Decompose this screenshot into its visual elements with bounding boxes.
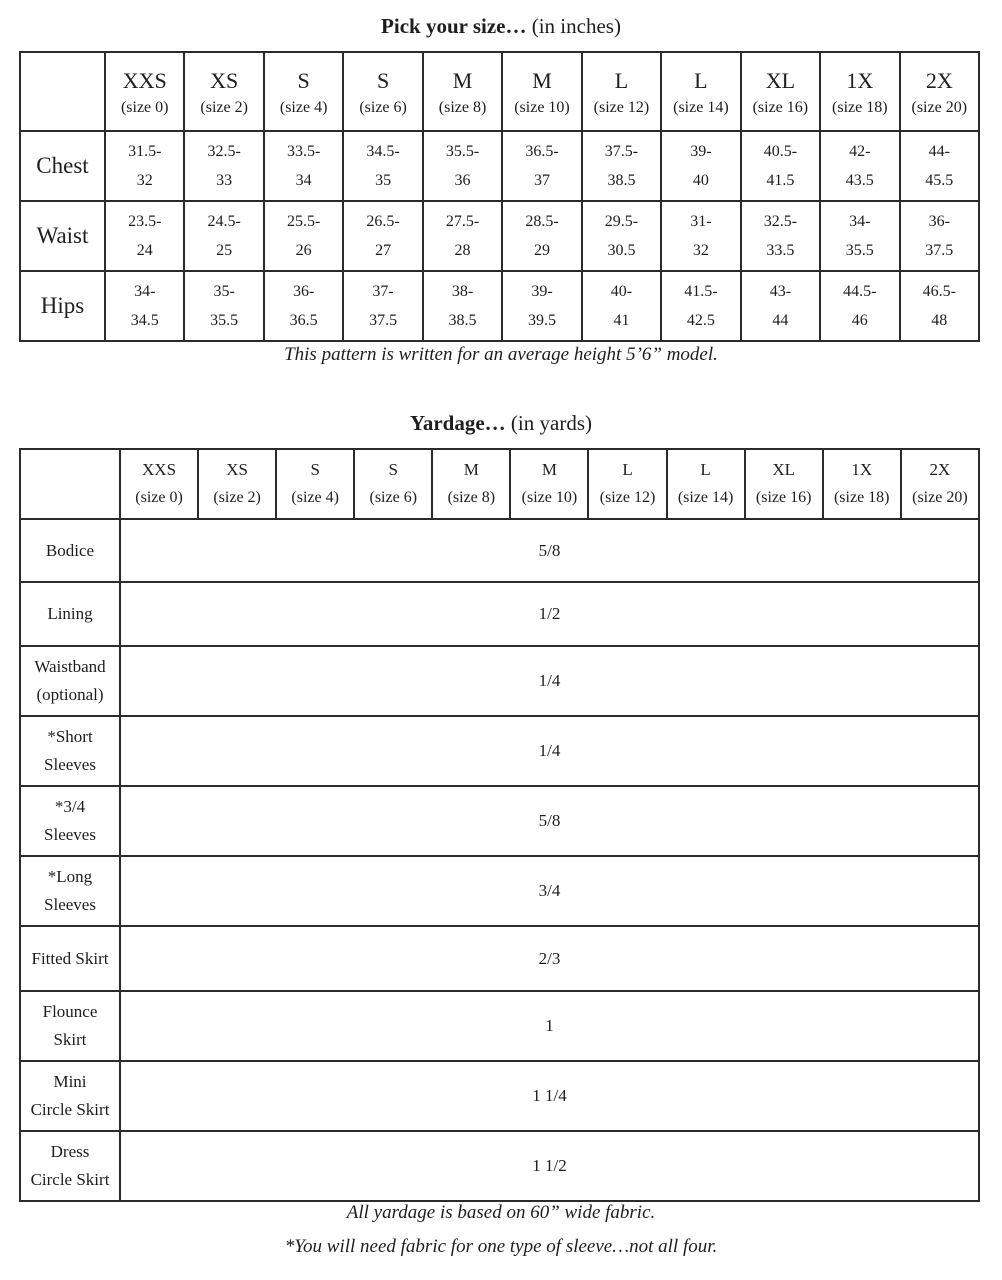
measurement-cell: [900, 131, 979, 201]
yardage-value: 2/3: [120, 926, 979, 991]
yardage-row: [20, 716, 979, 786]
yardage-row: [20, 786, 979, 856]
size-label: 2X: [925, 67, 953, 93]
size-label: XS: [210, 67, 239, 93]
measurement-cell: [264, 131, 343, 201]
measurement-min: 46.5-: [922, 283, 956, 300]
measurement-min: 37-: [372, 283, 394, 300]
yardage-row: [20, 519, 979, 582]
size-number: (size 20): [912, 489, 968, 506]
measurement-min: 25.5-: [286, 213, 321, 230]
size-number: (size 14): [673, 98, 729, 116]
measurement-cell: [105, 131, 184, 201]
measurement-min: 23.5-: [128, 213, 162, 230]
measurement-min: 24.5-: [207, 213, 241, 230]
measurement-cell: [423, 271, 502, 341]
yardage-value: 1 1/2: [120, 1131, 979, 1201]
garment-piece-label: [20, 582, 120, 646]
size-number: (size 4): [279, 98, 328, 116]
size-number: (size 8): [447, 489, 496, 506]
measurement-cell: [820, 131, 899, 201]
measurement-row: [20, 131, 979, 201]
measurement-min: 36-: [928, 213, 950, 230]
yardage-value: 1 1/4: [120, 1061, 979, 1131]
size-number: (size 12): [593, 98, 650, 116]
garment-piece-label-line: Dress: [50, 1142, 90, 1161]
garment-piece-label: [20, 716, 120, 786]
yardage-row: [20, 582, 979, 646]
size-label: S: [388, 460, 398, 479]
measurement-cell: [900, 201, 979, 271]
measurement-cell: [582, 131, 661, 201]
size-number: (size 16): [752, 98, 809, 116]
size-label: XXS: [142, 460, 177, 479]
measurement-max: 33: [216, 172, 233, 189]
size-header-cell: [820, 52, 899, 131]
measurement-max: 35.5: [210, 312, 239, 329]
yardage-title-bold: Yardage…: [410, 411, 506, 435]
garment-piece-label-line: Sleeves: [44, 825, 96, 844]
size-header-cell: [184, 52, 263, 131]
measurement-cell: [820, 201, 899, 271]
yardage-row: [20, 646, 979, 716]
measurement-max: 41: [613, 312, 630, 329]
size-label: M: [532, 67, 552, 93]
garment-piece-label: [20, 926, 120, 991]
size-label: M: [463, 460, 479, 479]
size-chart-note: This pattern is written for an average height 5’6” model.: [284, 344, 718, 365]
measurement-min: 31-: [690, 213, 712, 230]
measurement-label: Chest: [20, 131, 105, 201]
size-number: (size 18): [832, 98, 888, 116]
measurement-min: 35.5-: [445, 143, 480, 160]
size-label: 1X: [851, 460, 873, 479]
measurement-max: 38.5: [607, 172, 636, 189]
yardage-value: 1/4: [120, 716, 979, 786]
measurement-max: 24: [136, 242, 153, 259]
measurement-cell: [502, 131, 581, 201]
size-header-cell: [105, 52, 184, 131]
size-number: (size 12): [599, 489, 656, 506]
measurement-min: 44-: [928, 143, 950, 160]
measurement-cell: [741, 201, 820, 271]
measurement-cell: [343, 201, 422, 271]
yardage-value: 3/4: [120, 856, 979, 926]
measurement-min: 28.5-: [525, 213, 559, 230]
garment-piece-label: [20, 519, 120, 582]
size-header-cell: [198, 449, 276, 519]
size-number: (size 20): [911, 98, 968, 116]
measurement-max: 42.5: [686, 312, 715, 329]
measurement-cell: [502, 201, 581, 271]
size-label: XS: [226, 460, 248, 479]
measurement-max: 45.5: [925, 172, 954, 189]
garment-piece-label-line: Skirt: [53, 1030, 87, 1049]
size-header-row: [20, 52, 979, 131]
measurement-max: 27: [375, 242, 392, 259]
measurement-cell: [105, 201, 184, 271]
measurement-cell: [661, 201, 740, 271]
size-label: S: [297, 67, 310, 93]
size-number: (size 2): [213, 489, 261, 506]
size-label: S: [376, 67, 390, 93]
measurement-cell: [105, 271, 184, 341]
measurement-max: 36.5: [289, 312, 318, 329]
size-header-cell: [667, 449, 745, 519]
measurement-max: 39.5: [527, 312, 556, 329]
garment-piece-label-line: Bodice: [45, 540, 95, 560]
measurement-max: 34: [295, 172, 312, 189]
measurement-min: 43-: [769, 283, 792, 300]
measurement-min: 40.5-: [763, 143, 798, 160]
measurement-min: 39-: [690, 143, 712, 160]
size-number: (size 10): [514, 98, 570, 116]
measurement-cell: [741, 271, 820, 341]
measurement-max: 37.5: [925, 242, 954, 259]
garment-piece-label: [20, 646, 120, 716]
measurement-label: Waist: [20, 201, 105, 271]
garment-piece-label-line: (optional): [36, 685, 104, 704]
yardage-title: [0, 411, 1002, 436]
measurement-max: 38.5: [448, 312, 477, 329]
size-header-cell: [432, 449, 510, 519]
measurement-min: 34-: [134, 283, 156, 300]
measurement-cell: [582, 201, 661, 271]
size-label: M: [452, 67, 473, 93]
measurement-min: 27.5-: [445, 213, 480, 230]
size-header-cell: [901, 449, 979, 519]
garment-piece-label-line: Circle Skirt: [30, 1100, 110, 1119]
measurement-max: 36: [454, 172, 471, 189]
measurement-min: 37.5-: [604, 143, 639, 160]
size-label: L: [622, 460, 633, 479]
size-header-cell: [823, 449, 901, 519]
yardage-title-units: (in yards): [505, 411, 592, 435]
garment-piece-label-line: Fitted Skirt: [31, 948, 109, 968]
size-label: M: [541, 460, 557, 479]
yardage-fabric-note: All yardage is based on 60” wide fabric.: [346, 1202, 656, 1223]
garment-piece-label-line: *Short: [47, 727, 93, 746]
measurement-min: 39-: [531, 283, 553, 300]
size-number: (size 18): [833, 489, 890, 506]
size-number: (size 6): [369, 489, 418, 506]
yardage-row: [20, 926, 979, 991]
measurement-max: 37: [533, 172, 550, 189]
measurement-max: 32: [136, 172, 153, 189]
measurement-min: 44.5-: [843, 283, 877, 300]
size-header-cell: [588, 449, 666, 519]
measurement-cell: [900, 271, 979, 341]
yardage-row: [20, 991, 979, 1061]
garment-piece-label-line: *3/4: [54, 797, 86, 816]
corner-cell: [20, 52, 105, 131]
measurement-max: 40: [692, 172, 709, 189]
measurement-max: 29: [533, 242, 550, 259]
measurement-cell: [264, 271, 343, 341]
size-chart-title-bold: Pick your size…: [381, 14, 527, 38]
size-header-cell: [354, 449, 432, 519]
yardage-value: 5/8: [120, 519, 979, 582]
measurement-max: 46: [851, 312, 868, 329]
yardage-table: [19, 448, 980, 1202]
size-header-cell: [423, 52, 502, 131]
size-number: (size 10): [521, 489, 578, 506]
garment-piece-label: [20, 786, 120, 856]
measurement-max: 41.5: [766, 172, 795, 189]
size-header-cell: [745, 449, 823, 519]
sleeve-footnote: *You will need fabric for one type of sleeve…not all four.: [284, 1236, 718, 1257]
size-number: (size 6): [359, 98, 407, 116]
measurement-min: 33.5-: [286, 143, 321, 160]
measurement-max: 25: [216, 242, 233, 259]
measurement-cell: [184, 271, 263, 341]
size-label: L: [694, 67, 708, 93]
yardage-row: [20, 1061, 979, 1131]
size-number: (size 16): [755, 489, 812, 506]
measurement-max: 44: [772, 312, 789, 329]
yardage-value: 1/2: [120, 582, 979, 646]
size-number: (size 8): [438, 98, 487, 116]
measurement-max: 32: [692, 242, 709, 259]
measurement-min: 36-: [292, 283, 315, 300]
size-label: XXS: [122, 67, 167, 93]
measurement-cell: [184, 201, 263, 271]
measurement-cell: [582, 271, 661, 341]
size-number: (size 0): [120, 98, 169, 116]
measurement-min: 34.5-: [366, 143, 400, 160]
yardage-value: 1: [120, 991, 979, 1061]
size-label: XL: [765, 67, 796, 93]
size-label: L: [614, 67, 629, 93]
measurement-max: 35: [375, 172, 392, 189]
garment-piece-label: [20, 1131, 120, 1201]
size-label: 1X: [846, 67, 874, 93]
size-number: (size 0): [135, 489, 183, 506]
size-header-cell: [343, 52, 422, 131]
garment-piece-label: [20, 1061, 120, 1131]
measurement-min: 41.5-: [684, 283, 718, 300]
measurement-row: [20, 271, 979, 341]
size-chart-title-units: (in inches): [526, 14, 621, 38]
size-label: 2X: [929, 460, 951, 479]
garment-piece-label-line: Flounce: [42, 1002, 98, 1021]
size-label: XL: [772, 460, 795, 479]
size-label: L: [700, 460, 711, 479]
measurement-min: 26.5-: [366, 213, 400, 230]
measurement-min: 29.5-: [604, 213, 639, 230]
measurement-min: 35-: [213, 283, 235, 300]
measurement-max: 26: [295, 242, 312, 259]
size-chart-title: [0, 14, 1002, 39]
measurement-cell: [343, 271, 422, 341]
size-header-cell: [582, 52, 661, 131]
measurement-cell: [343, 131, 422, 201]
garment-piece-label-line: Circle Skirt: [30, 1170, 110, 1189]
size-number: (size 4): [291, 489, 339, 506]
size-header-cell: [502, 52, 581, 131]
measurement-max: 28: [454, 242, 471, 259]
measurement-cell: [741, 131, 820, 201]
garment-piece-label-line: Sleeves: [44, 755, 96, 774]
yardage-row: [20, 856, 979, 926]
yardage-row: [20, 1131, 979, 1201]
garment-piece-label: [20, 991, 120, 1061]
size-header-cell: [276, 449, 354, 519]
measurement-min: 32.5-: [763, 213, 798, 230]
yardage-value: 1/4: [120, 646, 979, 716]
measurement-min: 34-: [849, 213, 871, 230]
measurement-min: 38-: [451, 283, 474, 300]
measurement-max: 37.5: [369, 312, 398, 329]
garment-piece-label-line: *Long: [47, 867, 93, 886]
measurement-max: 43.5: [845, 172, 874, 189]
corner-cell: [20, 449, 120, 519]
size-header-cell: [741, 52, 820, 131]
garment-piece-label: [20, 856, 120, 926]
size-chart-table: [19, 51, 980, 342]
measurement-cell: [264, 201, 343, 271]
yardage-header-row: [20, 449, 979, 519]
garment-piece-label-line: Sleeves: [44, 895, 96, 914]
garment-piece-label-line: Waistband: [34, 657, 106, 676]
size-header-cell: [900, 52, 979, 131]
size-number: (size 2): [200, 98, 248, 116]
measurement-row: [20, 201, 979, 271]
measurement-cell: [661, 271, 740, 341]
measurement-min: 36.5-: [525, 143, 559, 160]
size-header-cell: [661, 52, 740, 131]
size-header-cell: [510, 449, 588, 519]
size-header-cell: [120, 449, 198, 519]
size-label: S: [310, 460, 320, 479]
measurement-max: 35.5: [845, 242, 874, 259]
measurement-min: 31.5-: [128, 143, 162, 160]
size-header-cell: [264, 52, 343, 131]
garment-piece-label-line: Mini: [53, 1072, 87, 1091]
measurement-cell: [423, 201, 502, 271]
yardage-value: 5/8: [120, 786, 979, 856]
measurement-label: Hips: [20, 271, 105, 341]
measurement-min: 40-: [610, 283, 633, 300]
measurement-min: 32.5-: [207, 143, 241, 160]
measurement-cell: [820, 271, 899, 341]
garment-piece-label-line: Lining: [47, 604, 93, 623]
measurement-max: 34.5: [130, 312, 159, 329]
measurement-min: 42-: [849, 143, 871, 160]
measurement-cell: [661, 131, 740, 201]
size-number: (size 14): [677, 489, 734, 506]
measurement-max: 48: [931, 312, 948, 329]
measurement-cell: [423, 131, 502, 201]
measurement-cell: [502, 271, 581, 341]
measurement-cell: [184, 131, 263, 201]
measurement-max: 33.5: [766, 242, 795, 259]
measurement-max: 30.5: [607, 242, 636, 259]
